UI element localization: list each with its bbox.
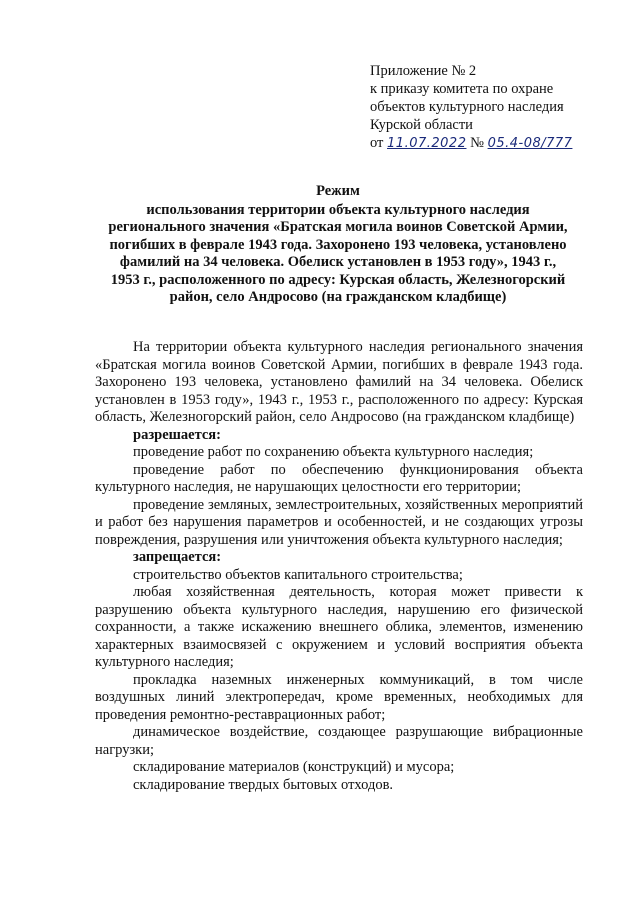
prohibited-heading: запрещается: bbox=[133, 549, 222, 565]
intro-paragraph: На территории объекта культурного наследия регионального значения «Братская могила воинов Советской Армии, погибших в феврале 1943 года. Захоронено 193 человека, установлено фамилий на 34 человека. Обелиск установлен в 1953 году», 1943 г., 1953 г., расположенного по адресу: Курская область, Железногорский район, село Андросово (на гражданском кладбище) bbox=[95, 339, 583, 425]
document-title bbox=[88, 183, 588, 307]
appendix-order-line: к приказу комитета по охране bbox=[370, 81, 554, 97]
title-line: погибших в феврале 1943 года. Захоронено 193 человека, установлено bbox=[109, 236, 567, 253]
title-line: район, село Андросово (на гражданском кладбище) bbox=[169, 289, 507, 305]
prohibited-item: строительство объектов капитального строительства; bbox=[133, 566, 463, 583]
appendix-region-line: Курской области bbox=[370, 117, 473, 133]
appendix-title: Приложение № 2 bbox=[370, 63, 477, 79]
handwritten-date: 11.07.2022 bbox=[387, 136, 467, 151]
prohibited-item: прокладка наземных инженерных коммуникаций, в том числе воздушных линий электропередач, кроме временных, необходимых для проведения ремонтно-реставрационных работ; bbox=[95, 671, 583, 723]
handwritten-number: 05.4-08/777 bbox=[487, 136, 573, 151]
title-heading: Режим bbox=[316, 183, 360, 199]
title-line: фамилий на 34 человека. Обелиск установлен в 1953 году», 1943 г., bbox=[119, 254, 557, 270]
allowed-item: проведение земляных, землестроительных, хозяйственных мероприятий и работ без нарушения параметров и особенностей, и не создающих угрозы повреждения, разрушения или уничтожения объекта культурного наследия; bbox=[95, 496, 583, 548]
appendix-objects-line: объектов культурного наследия bbox=[370, 99, 564, 115]
prohibited-item: складирование твердых бытовых отходов. bbox=[133, 776, 394, 793]
title-line: регионального значения «Братская могила воинов Советской Армии, bbox=[108, 219, 568, 235]
title-line: использования территории объекта культурного наследия bbox=[146, 201, 530, 218]
prohibited-item: динамическое воздействие, создающее разрушающие вибрационные нагрузки; bbox=[95, 724, 583, 758]
allowed-heading: разрешается: bbox=[133, 426, 221, 443]
prohibited-item: любая хозяйственная деятельность, которая может привести к разрушению объекта культурного наследия, нарушению его физической сохранности, а также искажению внешнего облика, элементов, изменению характерных взаимосвязей с окружением и условий восприятия объекта культурного наследия; bbox=[95, 584, 583, 670]
allowed-item: проведение работ по обеспечению функционирования объекта культурного наследия, не нарушающих целостности его территории; bbox=[95, 461, 583, 495]
appendix-block bbox=[370, 62, 630, 153]
allowed-item: проведение работ по сохранению объекта культурного наследия; bbox=[133, 444, 534, 460]
title-line: 1953 г., расположенного по адресу: Курская область, Железногорский bbox=[110, 271, 566, 288]
number-label: № bbox=[470, 135, 484, 151]
appendix-date-line bbox=[370, 134, 630, 153]
document-body bbox=[95, 339, 583, 794]
date-prefix: от bbox=[370, 135, 384, 151]
prohibited-item: складирование материалов (конструкций) и мусора; bbox=[133, 759, 455, 775]
